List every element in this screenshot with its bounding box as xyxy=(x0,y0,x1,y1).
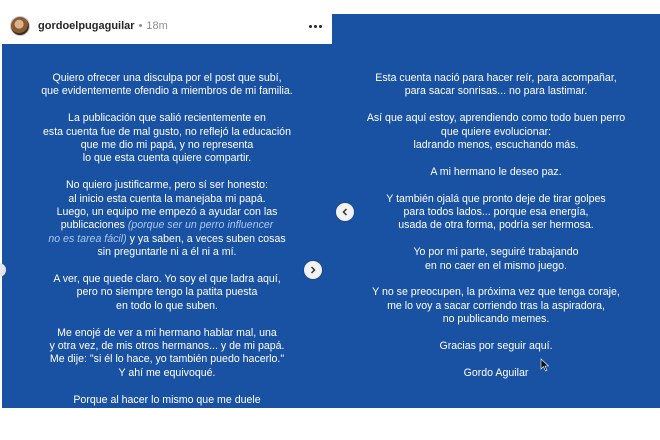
text-line: Porque al hacer lo mismo que me duele xyxy=(73,393,261,406)
text-line: Luego, un equipo me empezó a ayudar con las xyxy=(56,206,278,219)
text-line: Me enojé de ver a mi hermano hablar mal, una xyxy=(57,326,277,339)
text-line: sin preguntarle ni a él ni a mí. xyxy=(97,246,237,259)
story-header xyxy=(2,8,332,44)
paragraph xyxy=(332,72,660,99)
text-line: pero no siempre tengo la patita puesta xyxy=(76,286,258,299)
previous-slide-button[interactable] xyxy=(336,203,354,221)
text-line-part: y ya saben, a veces suben cosas xyxy=(129,232,286,245)
text-line: para sacar sonrisas... no para lastimar. xyxy=(404,85,588,98)
text-line: Yo por mi parte, seguiré trabajando xyxy=(413,246,579,259)
text-line: que me dio mi papá, y no representa xyxy=(80,139,254,152)
text-line: y otra vez, de mis otros hermanos... y de mi papá. xyxy=(49,340,285,353)
paragraph xyxy=(332,367,660,380)
mouse-cursor-icon xyxy=(540,358,552,372)
text-line: me lo voy a sacar corriendo tras la aspiradora, xyxy=(387,299,605,312)
text-line: lo que esta cuenta quiere compartir. xyxy=(82,152,252,165)
next-slide-button[interactable] xyxy=(304,261,322,279)
paragraph xyxy=(332,193,660,233)
text-line: usada de otra forma, podría ser hermosa. xyxy=(398,219,594,232)
story-card-right[interactable] xyxy=(332,14,660,408)
text-line: Y ahí me equivoqué. xyxy=(118,366,216,379)
story-card-left[interactable] xyxy=(2,8,332,408)
signature-line: Gordo Aguilar xyxy=(463,366,529,379)
text-line: Así que aquí estoy, aprendiendo como todo buen perro xyxy=(366,112,626,125)
text-line: para todos lados... porque esa energía, xyxy=(403,206,589,219)
text-line: Gracias por seguir aquí. xyxy=(439,340,553,353)
more-horizontal-icon[interactable] xyxy=(305,21,326,32)
paragraph xyxy=(332,166,660,179)
text-line: A mi hermano le deseo paz. xyxy=(430,165,562,178)
chevron-right-icon xyxy=(308,265,318,275)
italic-note: no es tarea fácil) xyxy=(48,232,127,245)
text-line: en todo lo que suben. xyxy=(116,299,218,312)
paragraph xyxy=(332,112,660,152)
text-line: Y también ojalá que pronto deje de tirar golpes xyxy=(386,192,606,205)
text-line: esta cuenta fue de mal gusto, no reflejó la educación xyxy=(43,125,291,138)
paragraph xyxy=(2,273,332,313)
text-line: Esta cuenta nació para hacer reír, para acompañar, xyxy=(375,72,617,84)
username[interactable]: gordoelpugaguilar xyxy=(38,20,135,32)
text-line xyxy=(2,219,332,232)
text-line: A ver, que quede claro. Yo soy el que ladra aquí, xyxy=(53,273,281,286)
paragraph xyxy=(2,394,332,407)
text-line: al inicio esta cuenta la manejaba mi papá. xyxy=(68,192,266,205)
text-line: Y no se preocupen, la próxima vez que tenga coraje, xyxy=(372,286,620,299)
story-text-right xyxy=(332,72,660,394)
paragraph xyxy=(2,327,332,381)
paragraph xyxy=(332,340,660,353)
paragraph xyxy=(332,246,660,273)
text-line: no publicando memes. xyxy=(442,313,550,326)
text-line: en no caer en el mismo juego. xyxy=(425,259,567,272)
text-line: No quiero justificarme, pero sí ser honesto: xyxy=(66,179,268,192)
text-line xyxy=(2,233,332,246)
paragraph xyxy=(2,179,332,259)
paragraph xyxy=(2,112,332,166)
text-line-part: publicaciones xyxy=(60,219,125,232)
chevron-left-icon xyxy=(340,207,350,217)
text-line: La publicación que salió recientemente en xyxy=(68,112,266,125)
paragraph xyxy=(2,72,332,99)
separator-dot: • xyxy=(138,20,143,32)
text-line: ladrando menos, escuchando más. xyxy=(413,139,579,152)
text-line: Me dije: "si él lo hace, yo también puedo hacerlo." xyxy=(49,353,285,366)
text-line: que quiere evolucionar: xyxy=(440,125,552,138)
text-line: que evidentemente ofendio a miembros de mi familia. xyxy=(41,85,293,98)
paragraph xyxy=(332,286,660,326)
avatar[interactable] xyxy=(10,16,30,36)
post-time: 18m xyxy=(146,20,168,32)
italic-note: (porque ser un perro influencer xyxy=(127,219,274,232)
story-text-left xyxy=(2,72,332,408)
text-line: Quiero ofrecer una disculpa por el post que subí, xyxy=(52,72,282,84)
